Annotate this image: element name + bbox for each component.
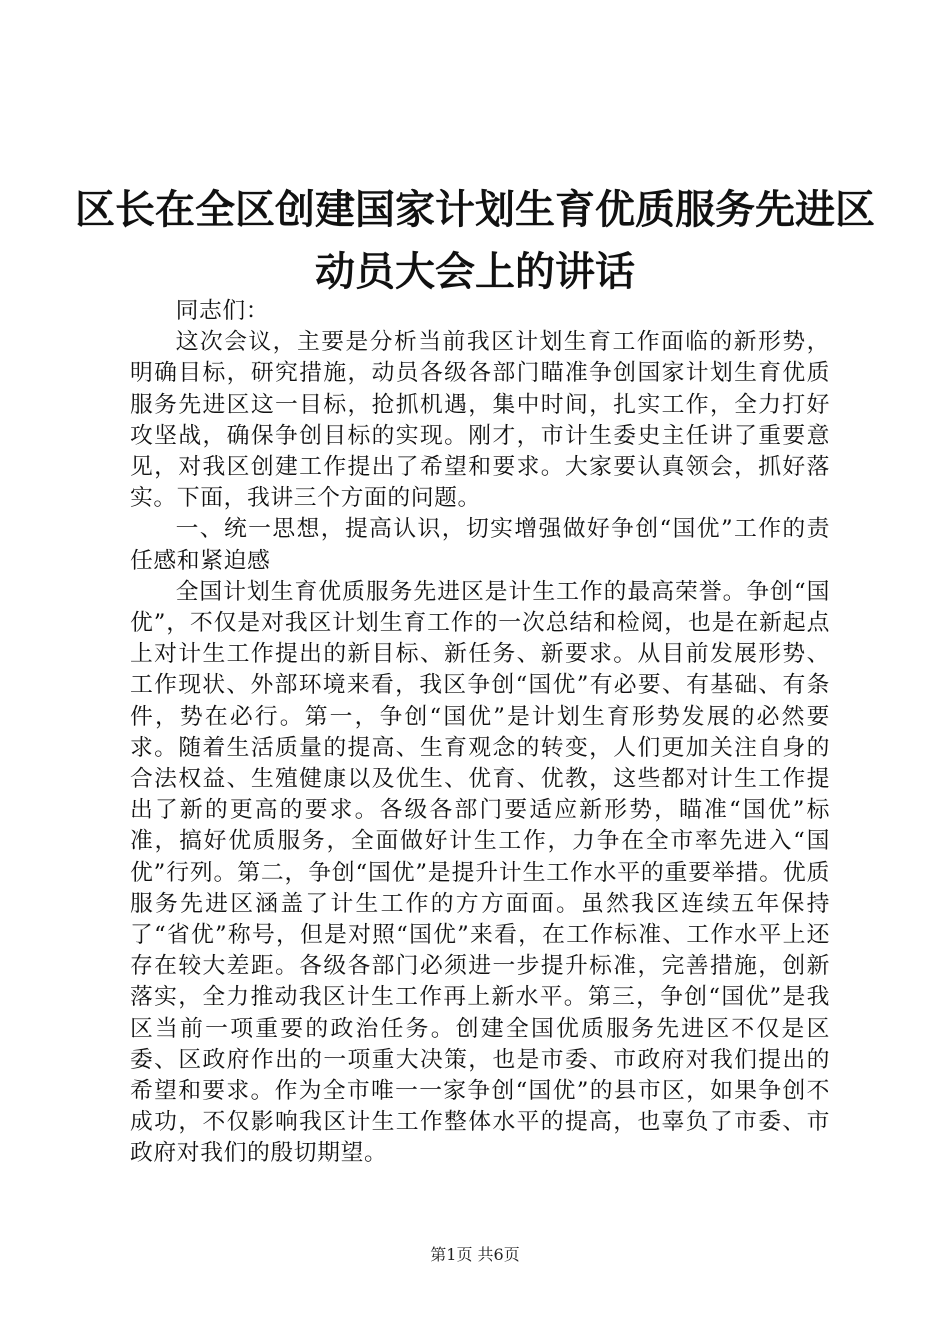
document-title-line-2: 动员大会上的讲话	[315, 249, 635, 295]
document-body	[130, 296, 830, 1170]
paragraph-intro: 这次会议，主要是分析当前我区计划生育工作面临的新形势，明确目标，研究措施，动员各级各部门瞄准争创国家计划生育优质服务先进区这一目标，抢抓机遇，集中时间，扎实工作，全力打好攻坚战，确保争创目标的实现。刚才，市计生委史主任讲了重要意见，对我区创建工作提出了希望和要求。大家要认真领会，抓好落实。下面，我讲三个方面的问题。	[130, 329, 830, 512]
section-heading-1: 一、统一思想，提高认识，切实增强做好争创“国优”工作的责任感和紧迫感	[130, 516, 830, 574]
paragraph-section-1: 全国计划生育优质服务先进区是计生工作的最高荣誉。争创“国优”，不仅是对我区计划生育工作的一次总结和检阅，也是在新起点上对计生工作提出的新目标、新任务、新要求。从目前发展形势、工作现状、外部环境来看，我区争创“国优”有必要、有基础、有条件，势在必行。第一，争创“国优”是计划生育形势发展的必然要求。随着生活质量的提高、生育观念的转变，人们更加关注自身的合法权益、生殖健康以及优生、优育、优教，这些都对计生工作提出了新的更高的要求。各级各部门要适应新形势，瞄准“国优”标准，搞好优质服务，全面做好计生工作，力争在全市率先进入“国优”行列。第二，争创“国优”是提升计生工作水平的重要举措。优质服务先进区涵盖了计生工作的方方面面。虽然我区连续五年保持了“省优”称号，但是对照“国优”来看，在工作标准、工作水平上还存在较大差距。各级各部门必须进一步提升标准，完善措施，创新落实，全力推动我区计生工作再上新水平。第三，争创“国优”是我区当前一项重要的政治任务。创建全国优质服务先进区不仅是区委、区政府作出的一项重大决策，也是市委、市政府对我们提出的希望和要求。作为全市唯一一家争创“国优”的县市区，如果争创不成功，不仅影响我区计生工作整体水平的提高，也辜负了市委、市政府对我们的殷切期望。	[130, 578, 830, 1167]
document-title-line-1: 区长在全区创建国家计划生育优质服务先进区	[75, 187, 875, 233]
page-number-footer: 第1页 共6页	[430, 1245, 520, 1264]
salutation: 同志们：	[175, 298, 270, 324]
